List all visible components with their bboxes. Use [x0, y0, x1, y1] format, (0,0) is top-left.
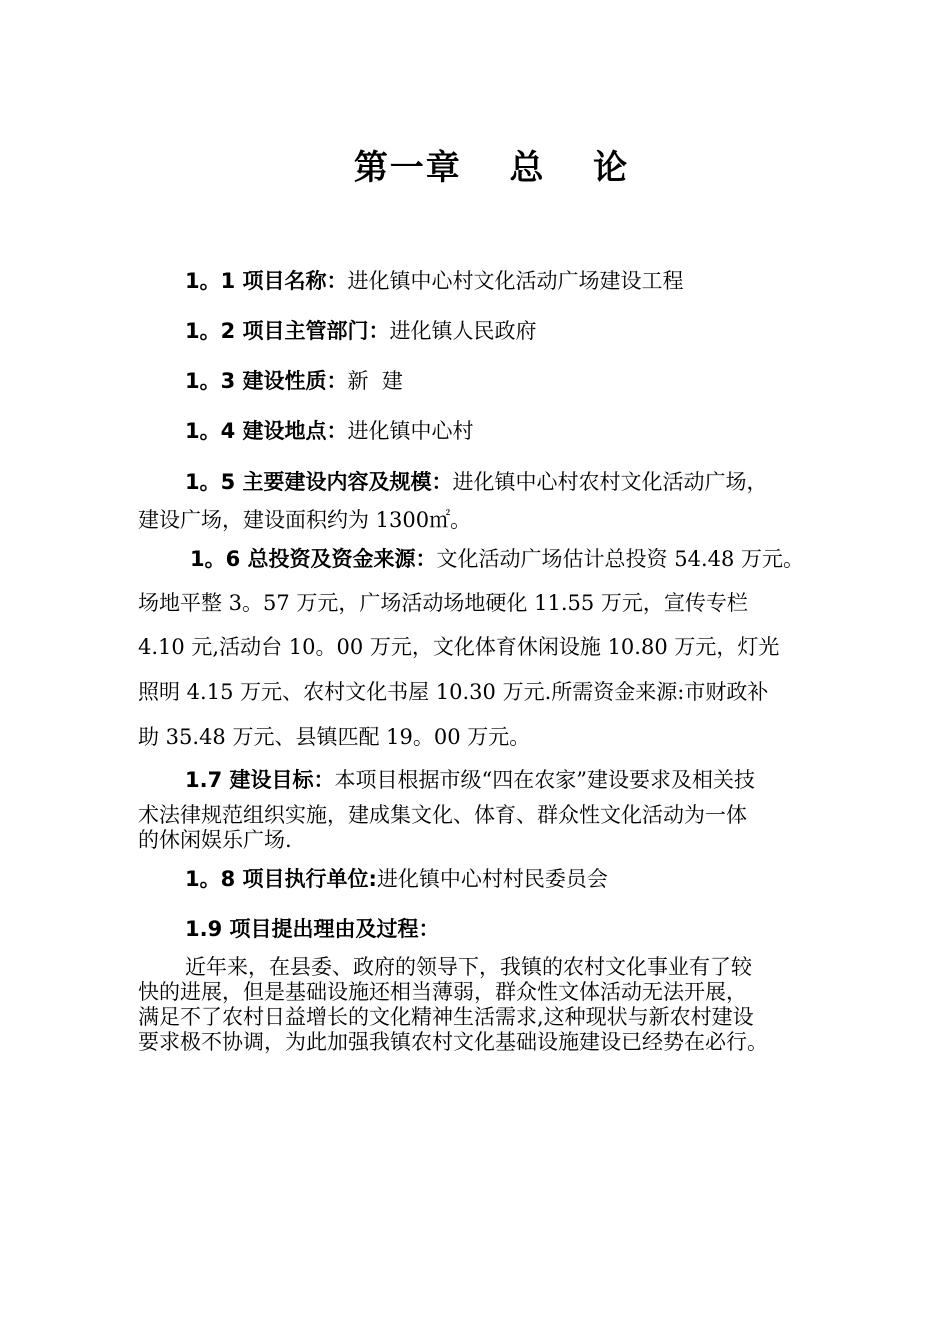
- item-executor: [185, 863, 905, 895]
- item-label: 1。4 建设地点：: [185, 419, 348, 443]
- item-project-name: [185, 265, 905, 297]
- item-reason-heading: [185, 913, 905, 945]
- item-nature: [185, 365, 905, 397]
- item-label: 1。2 项目主管部门：: [185, 319, 390, 343]
- item-value: 进化镇中心村农村文化活动广场，: [452, 470, 768, 494]
- item-investment: [190, 543, 910, 575]
- item-label: 1.9 项目提出理由及过程：: [185, 917, 440, 941]
- item-investment-line3: 4.10 元,活动台 10。00 万元，文化体育休闲设施 10.80 万元，灯光: [138, 635, 780, 659]
- item-goal-line2: 术法律规范组织实施，建成集文化、体育、群众性文化活动为一体: [138, 803, 747, 827]
- item-goal: [185, 764, 905, 796]
- item-reason-line4: 要求极不协调，为此加强我镇农村文化基础设施建设已经势在必行。: [138, 1030, 768, 1054]
- item-investment-line2: 场地平整 3。57 万元，广场活动场地硬化 11.55 万元，宣传专栏: [138, 591, 748, 615]
- item-investment-line5: 助 35.48 万元、县镇匹配 19。00 万元。: [138, 725, 531, 749]
- chapter-title: 第一章 总 论: [353, 148, 630, 188]
- item-value: 进化镇中心村村民委员会: [376, 867, 608, 891]
- item-content-scale: [185, 466, 905, 498]
- item-value: 进化镇中心村文化活动广场建设工程: [347, 269, 684, 293]
- item-content-scale-cont: 建设广场，建设面积约为 1300㎡。: [138, 508, 472, 532]
- item-goal-line3: 的休闲娱乐广场.: [138, 828, 292, 852]
- item-value: 进化镇人民政府: [389, 319, 537, 343]
- item-label: 1.7 建设目标：: [185, 768, 335, 792]
- item-value: 文化活动广场估计总投资 54.48 万元。: [436, 547, 805, 571]
- item-label: 1。3 建设性质：: [185, 369, 348, 393]
- item-reason-line2: 快的进展，但是基础设施还相当薄弱，群众性文体活动无法开展，: [138, 980, 747, 1004]
- item-investment-line4: 照明 4.15 万元、农村文化书屋 10.30 万元.所需资金来源:市财政补: [138, 680, 769, 704]
- item-location: [185, 415, 905, 447]
- item-reason-line3: 满足不了农村日益增长的文化精神生活需求,这种现状与新农村建设: [138, 1005, 754, 1029]
- item-value: 本项目根据市级“四在农家”建设要求及相关技: [334, 768, 755, 792]
- item-reason-line1: 近年来，在县委、政府的领导下，我镇的农村文化事业有了较: [185, 955, 752, 979]
- item-label: 1。5 主要建设内容及规模：: [185, 470, 453, 494]
- item-department: [185, 315, 905, 347]
- item-value: 新 建: [347, 369, 403, 393]
- item-value: 进化镇中心村: [347, 419, 474, 443]
- item-label: 1。8 项目执行单位:: [185, 867, 377, 891]
- item-label: 1。6 总投资及资金来源：: [190, 547, 437, 571]
- item-label: 1。1 项目名称：: [185, 269, 348, 293]
